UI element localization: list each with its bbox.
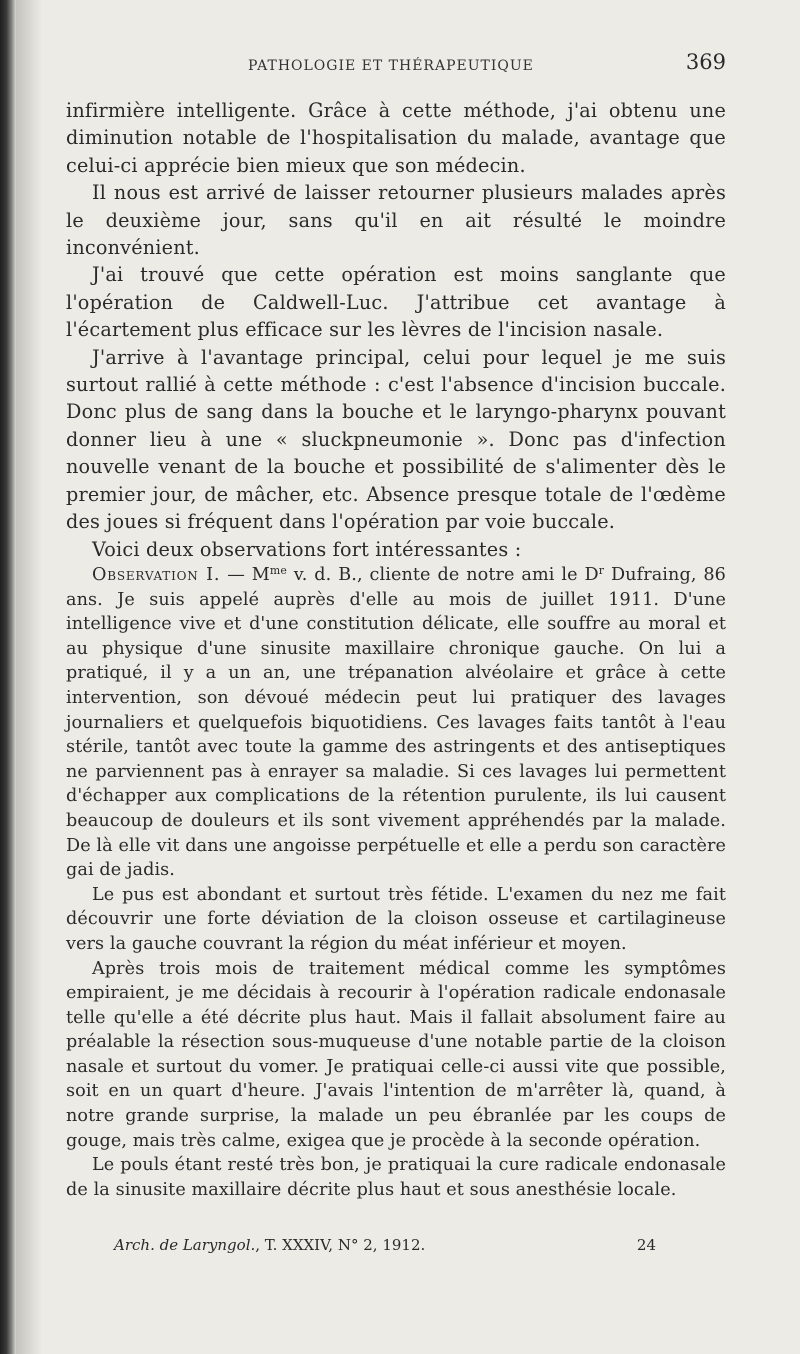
paragraph: J'arrive à l'avantage principal, celui pour lequel je me suis surtout rallié à cette méthode : c'est l'absence d'incision buccale. Donc plus de sang dans la bouche et le laryngo-pharynx pouvant donner lieu à une « sluckpneumonie ». Donc pas d'infection nouvelle venant de la bouche et possibilité de s'alimenter dès le premier jour, de mâcher, etc. Absence presque totale de l'œdème des joues si fréquent dans l'opération par voie buccale. [66, 345, 726, 534]
superscript: me [269, 564, 287, 577]
observation-section [66, 563, 726, 1202]
observation-paragraph: Le pus est abondant et surtout très fétide. L'examen du nez me fait découvrir une forte déviation de la cloison osseuse et cartilagineuse vers la gauche couvrant la région du méat inférieur et moyen. [66, 884, 726, 954]
signature-mark: 24 [636, 1236, 656, 1254]
observation-label: Observation I. [92, 565, 221, 585]
paragraph: J'ai trouvé que cette opération est moins sanglante que l'opération de Caldwell-Luc. J'attribue cet avantage à l'écartement plus efficace sur les lèvres de l'incision nasale. [66, 263, 726, 342]
page-header [66, 50, 726, 80]
gutter-shadow [16, 0, 42, 1354]
observation-paragraph: Après trois mois de traitement médical comme les symptômes empiraient, je me décidais à recourir à l'opération radicale endonasale telle qu'elle a été décrite plus haut. Mais il fallait absolument faire au préalable la résection sous-muqueuse d'une notable partie de la cloison nasale et surtout du vomer. Je pratiquai celle-ci aussi vite que possible, soit en un quart d'heure. J'avais l'intention de m'arrêter là, quand, à notre grande surprise, la malade un peu ébranlée par les coups de gouge, mais très calme, exigea que je procède à la seconde opération. [66, 958, 726, 1151]
main-text [66, 97, 726, 563]
observation-text: — M [220, 565, 270, 585]
observation-text: Dufraing, 86 ans. Je suis appelé auprès d'elle au mois de juillet 1911. D'une intelligence vive et d'une constitution délicate, elle souffre au moral et au physique d'une sinusite maxillaire chronique gauche. On lui a pratiqué, il y a un an, une trépanation alvéolaire et grâce à cette intervention, son dévoué médecin peut lui pratiquer des lavages journaliers et quelquefois biquotidiens. Ces lavages faits tantôt à l'eau stérile, tantôt avec toute la gamme des astringents et des antiseptiques ne parviennent pas à enrayer sa maladie. Si ces lavages lui permettent d'échapper aux complications de la rétention purulente, ils lui causent beaucoup de douleurs et ils sont vivement appréhendés par la malade. De là elle vit dans une angoisse perpétuelle et elle a perdu son caractère gai de jadis. [66, 565, 726, 881]
paragraph: Il nous est arrivé de laisser retourner plusieurs malades après le deuxième jour, sans qu'il en ait résulté le moindre inconvénient. [66, 181, 726, 260]
journal-name: Arch. de Laryngol. [114, 1236, 256, 1254]
page-footer [114, 1236, 656, 1260]
journal-reference: , T. XXXIV, N° 2, 1912. [255, 1236, 426, 1254]
book-binding-edge [0, 0, 16, 1354]
paragraph-continued: infirmière intelligente. Grâce à cette méthode, j'ai obtenu une diminution notable de l'hospitalisation du malade, avantage que celui-ci apprécie bien mieux que son médecin. [66, 99, 726, 177]
observation-paragraph: Le pouls étant resté très bon, je pratiquai la cure radicale endonasale de la sinusite maxillaire décrite plus haut et sous anesthésie locale. [66, 1155, 726, 1200]
observation-intro [66, 563, 726, 883]
observation-text: v. d. B., cliente de notre ami le D [286, 565, 599, 585]
paragraph: Voici deux observations fort intéressantes : [92, 537, 522, 561]
page-number: 369 [685, 50, 726, 74]
superscript: r [598, 564, 605, 577]
running-title: PATHOLOGIE ET THÉRAPEUTIQUE [248, 58, 534, 74]
